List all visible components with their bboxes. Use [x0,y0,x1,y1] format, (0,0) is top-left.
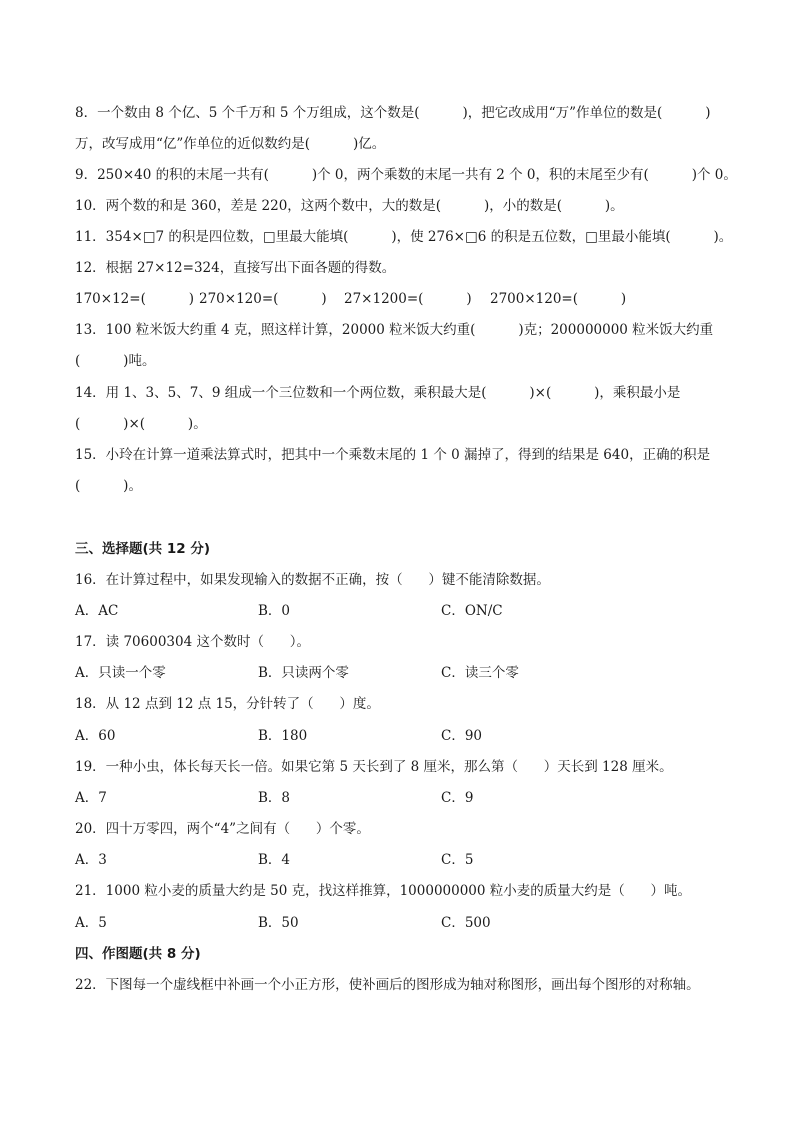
question-20: 20．四十万零四，两个“4”之间有（ ）个零。 [75,821,370,837]
question-15-line-1: 15．小玲在计算一道乘法算式时，把其中一个乘数末尾的 1 个 0 漏掉了，得到的结果是 640，正确的积是 [75,447,711,463]
question-12-item: 170×12=( ) [75,291,195,307]
question-13-line-1: 13．100 粒米饭大约重 4 克，照这样计算，20000 粒米饭大约重( )克；200000000 粒米饭大约重 [75,322,714,338]
question-19: 19．一种小虫，体长每天长一倍。如果它第 5 天长到了 8 厘米，那么第（ ）天长到 128 厘米。 [75,759,673,775]
question-21: 21．1000 粒小麦的质量大约是 50 克，找这样推算，1000000000 粒小麦的质量大约是（ ）吨。 [75,883,692,899]
option-b: B．只读两个零 [258,665,349,681]
question-18: 18．从 12 点到 12 点 15，分针转了（ ）度。 [75,696,380,712]
question-12-item: 270×120=( ) [199,291,327,307]
question-12: 12．根据 27×12=324，直接写出下面各题的得数。 [75,260,396,276]
section-3-heading: 三、选择题(共 12 分) [75,541,211,557]
question-17: 17．读 70600304 这个数时（ ）。 [75,634,310,650]
option-a: A．60 [75,728,116,744]
question-8-line-2: 万，改写成用“亿”作单位的近似数约是( )亿。 [75,136,386,152]
option-c: C．读三个零 [441,665,519,681]
option-a: A．7 [75,790,107,806]
question-12-item: 2700×120=( ) [490,291,627,307]
option-c: C．9 [441,790,474,806]
question-13-line-2: ( )吨。 [75,353,156,369]
question-12-item: 27×1200=( ) [344,291,472,307]
option-a: A．AC [75,603,119,619]
option-b: B．50 [258,915,299,931]
question-11: 11．354×□7 的积是四位数，□里最大能填( )，使 276×□6 的积是五位数，□里最小能填( )。 [75,229,733,245]
option-a: A．5 [75,915,107,931]
option-c: C．5 [441,852,474,868]
option-c: C．500 [441,915,491,931]
question-14-line-2: ( )×( )。 [75,416,207,432]
option-c: C．90 [441,728,483,744]
question-8-line-1: 8．一个数由 8 个亿、5 个千万和 5 个万组成，这个数是( )，把它改成用“万”作单位的数是( ) [75,105,711,121]
question-9: 9．250×40 的积的末尾一共有( )个 0，两个乘数的末尾一共有 2 个 0，积的末尾至少有( )个 0。 [75,167,737,183]
option-b: B．4 [258,852,291,868]
option-b: B．8 [258,790,291,806]
question-15-line-2: ( )。 [75,478,142,494]
question-14-line-1: 14．用 1、3、5、7、9 组成一个三位数和一个两位数，乘积最大是( )×( )，乘积最小是 [75,385,681,401]
option-c: C．ON/C [441,603,503,619]
option-a: A．只读一个零 [75,665,166,681]
option-b: B．180 [258,728,308,744]
question-22: 22．下图每一个虚线框中补画一个小正方形，使补画后的图形成为轴对称图形，画出每个图形的对称轴。 [75,977,700,993]
question-16: 16．在计算过程中，如果发现输入的数据不正确，按（ ）键不能清除数据。 [75,572,550,588]
question-10: 10．两个数的和是 360，差是 220，这两个数中，大的数是( )，小的数是( )。 [75,198,624,214]
section-4-heading: 四、作图题(共 8 分) [75,946,201,962]
option-b: B．0 [258,603,291,619]
option-a: A．3 [75,852,107,868]
